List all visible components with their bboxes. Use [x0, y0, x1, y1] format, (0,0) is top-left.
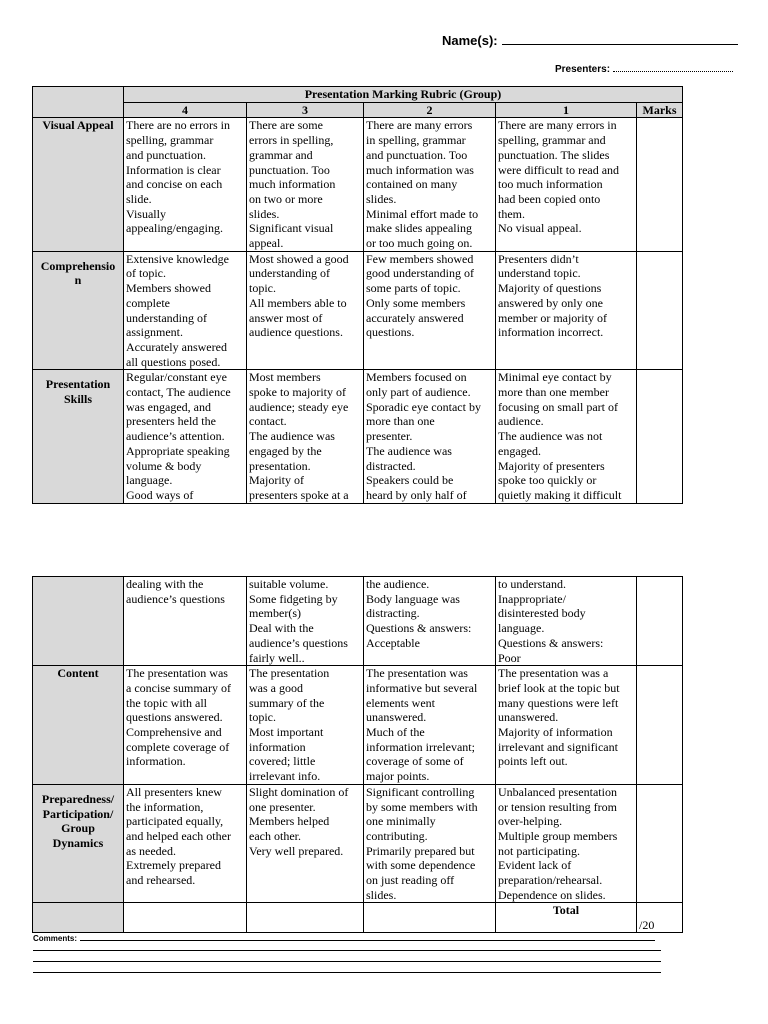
descriptor-text: spelling, grammar	[126, 133, 214, 148]
descriptor-text: The audience was	[249, 429, 335, 444]
descriptor-text: irrelevant and significant	[498, 739, 618, 754]
marks-cell[interactable]	[637, 251, 683, 370]
descriptor-text: engaged.	[498, 443, 541, 458]
descriptor-text: Body language was	[366, 591, 460, 606]
descriptor-cell-score-4	[124, 666, 247, 785]
descriptor-text: to understand.	[498, 577, 566, 591]
criterion-label: Visual Appeal	[42, 118, 114, 133]
descriptor-text: each other.	[249, 828, 301, 843]
score-header-1: 1	[496, 102, 637, 118]
descriptor-cell-score-2	[364, 577, 496, 666]
comments-line[interactable]	[33, 972, 661, 973]
descriptor-text: irrelevant info.	[249, 769, 321, 784]
descriptor-text: with some dependence	[366, 858, 476, 873]
rubric-table-part-1	[32, 86, 683, 504]
descriptor-text: There are no errors in	[126, 118, 230, 133]
descriptor-text: too much information	[498, 177, 603, 192]
descriptor-cell-score-2	[364, 370, 496, 503]
descriptor-text: distracted.	[366, 458, 416, 473]
descriptor-text: and rehearsed.	[126, 873, 196, 888]
descriptor-text: Members helped	[249, 814, 330, 829]
total-row-cell	[247, 903, 364, 933]
descriptor-cell-score-1	[496, 118, 637, 251]
descriptor-text: on two or more	[249, 191, 323, 206]
descriptor-cell-score-1	[496, 666, 637, 785]
descriptor-text: errors in spelling,	[249, 133, 334, 148]
comments-line[interactable]	[33, 950, 661, 951]
rubric-row	[33, 251, 683, 370]
descriptor-text: Few members showed	[366, 251, 474, 266]
descriptor-cell-score-1	[496, 370, 637, 503]
descriptor-text: Minimal effort made to	[366, 206, 479, 221]
marks-cell[interactable]	[637, 118, 683, 251]
descriptor-text: and punctuation. Too	[366, 147, 468, 162]
descriptor-text: Visually	[126, 206, 166, 221]
total-row-cell	[124, 903, 247, 933]
marks-cell[interactable]	[637, 577, 683, 666]
criterion-cell	[33, 370, 124, 503]
descriptor-text: Majority of	[249, 473, 304, 488]
descriptor-text: make slides appealing	[366, 221, 472, 236]
descriptor-text: complete coverage of	[126, 739, 230, 754]
rubric-row	[33, 784, 683, 903]
comments-blank-line[interactable]	[80, 933, 655, 941]
descriptor-text: All presenters knew	[126, 784, 222, 799]
criterion-cell	[33, 251, 124, 370]
presenters-field[interactable]	[555, 62, 733, 75]
marks-cell[interactable]	[637, 370, 683, 503]
descriptor-text: were difficult to read and	[498, 162, 620, 177]
criterion-cell	[33, 118, 124, 251]
total-row-cell	[364, 903, 496, 933]
rubric-row	[33, 666, 683, 785]
descriptor-text: Majority of information	[498, 725, 613, 740]
descriptor-text: and concise on each	[126, 177, 223, 192]
descriptor-text: slides.	[249, 206, 280, 221]
descriptor-text: Members showed	[126, 281, 211, 296]
descriptor-text: language.	[498, 621, 545, 636]
criterion-cell	[33, 666, 124, 785]
descriptor-cell-score-2	[364, 666, 496, 785]
descriptor-text: was a good	[249, 680, 303, 695]
descriptor-text: in spelling, grammar	[366, 133, 466, 148]
descriptor-cell-score-2	[364, 784, 496, 903]
descriptor-text: informative but several	[366, 680, 478, 695]
descriptor-text: dealing with the	[126, 577, 204, 591]
descriptor-cell-score-2	[364, 118, 496, 251]
descriptor-text: the audience.	[366, 577, 430, 591]
descriptor-text: Much of the	[366, 725, 425, 740]
descriptor-text: Evident lack of	[498, 858, 572, 873]
descriptor-text: Poor	[498, 650, 521, 665]
descriptor-text: slides.	[366, 887, 397, 902]
descriptor-cell-score-3	[247, 666, 364, 785]
descriptor-text: Majority of presenters	[498, 458, 605, 473]
descriptor-text: one minimally	[366, 814, 436, 829]
descriptor-text: The presentation	[249, 666, 330, 681]
descriptor-text: as needed.	[126, 843, 176, 858]
descriptor-text: Slight domination of	[249, 784, 349, 799]
descriptor-text: Speakers could be	[366, 473, 454, 488]
descriptor-text: Some fidgeting by	[249, 591, 338, 606]
rubric-table-part-2	[32, 576, 683, 933]
descriptor-text: Only some members	[366, 295, 466, 310]
criteria-header-cell	[33, 87, 124, 118]
descriptor-text: coverage of some of	[366, 754, 464, 769]
criterion-label: Group	[61, 821, 95, 836]
descriptor-text: points left out.	[498, 754, 568, 769]
descriptor-text: all questions posed.	[126, 354, 221, 369]
descriptor-text: audience.	[498, 414, 544, 429]
descriptor-text: appealing/engaging.	[126, 221, 223, 236]
criterion-label: Comprehensio	[40, 258, 116, 273]
descriptor-text: The presentation was	[126, 666, 228, 681]
descriptor-text: spoke to majority of	[249, 385, 346, 400]
descriptor-text: Minimal eye contact by	[498, 370, 612, 385]
rubric-row	[33, 577, 683, 666]
descriptor-text: There are some	[249, 118, 323, 133]
descriptor-text: Very well prepared.	[249, 843, 344, 858]
descriptor-text: audience’s questions	[249, 635, 348, 650]
descriptor-text: audience’s questions	[126, 591, 225, 606]
descriptor-text: topic.	[249, 281, 276, 296]
descriptor-cell-score-4	[124, 370, 247, 503]
descriptor-text: Appropriate speaking	[126, 443, 230, 458]
descriptor-text: information incorrect.	[498, 325, 604, 340]
descriptor-text: Comprehensive and	[126, 725, 222, 740]
descriptor-text: language.	[126, 473, 173, 488]
descriptor-text: and punctuation.	[126, 147, 206, 162]
descriptor-text: No visual appeal.	[498, 221, 582, 236]
descriptor-text: participated equally,	[126, 814, 224, 829]
descriptor-text: brief look at the topic but	[498, 680, 620, 695]
descriptor-text: much information	[249, 177, 336, 192]
descriptor-cell-score-4	[124, 577, 247, 666]
descriptor-text: over-helping.	[498, 814, 563, 829]
descriptor-text: complete	[126, 295, 170, 310]
descriptor-text: questions.	[366, 325, 415, 340]
descriptor-text: disinterested body	[498, 606, 586, 621]
descriptor-text: heard by only half of	[366, 487, 467, 502]
descriptor-text: the information,	[126, 799, 204, 814]
criterion-cell	[33, 577, 124, 666]
descriptor-text: Primarily prepared but	[366, 843, 475, 858]
descriptor-text: The audience was	[366, 443, 452, 458]
descriptor-text: audience; steady eye	[249, 399, 349, 414]
criterion-label: Content	[57, 666, 99, 681]
descriptor-text: major points.	[366, 769, 430, 784]
descriptor-text: spoke too quickly or	[498, 473, 597, 488]
rubric-row	[33, 370, 683, 503]
descriptor-text: Acceptable	[366, 635, 420, 650]
descriptor-text: spelling, grammar and	[498, 133, 606, 148]
descriptor-cell-score-3	[247, 251, 364, 370]
descriptor-text: topic.	[249, 710, 276, 725]
descriptor-cell-score-1	[496, 577, 637, 666]
descriptor-text: many questions were left	[498, 695, 619, 710]
descriptor-text: audience’s attention.	[126, 429, 225, 444]
descriptor-text: questions answered.	[126, 710, 223, 725]
descriptor-text: accurately answered	[366, 310, 464, 325]
descriptor-text: elements went	[366, 695, 435, 710]
descriptor-cell-score-3	[247, 118, 364, 251]
descriptor-text: Inappropriate/	[498, 591, 566, 606]
presenters-blank-line[interactable]	[613, 62, 733, 72]
descriptor-text: fairly well..	[249, 650, 305, 665]
descriptor-text: member(s)	[249, 606, 301, 621]
descriptor-text: distracting.	[366, 606, 420, 621]
descriptor-text: of topic.	[126, 266, 166, 281]
descriptor-text: Information is clear	[126, 162, 221, 177]
rubric-row	[33, 118, 683, 251]
descriptor-text: audience questions.	[249, 325, 343, 340]
descriptor-text: understanding of	[249, 266, 330, 281]
descriptor-text: engaged by the	[249, 443, 322, 458]
descriptor-text: information irrelevant;	[366, 739, 475, 754]
descriptor-text: more than one	[366, 414, 435, 429]
descriptor-text: Majority of questions	[498, 281, 602, 296]
descriptor-text: not participating.	[498, 843, 580, 858]
descriptor-text: covered; little	[249, 754, 316, 769]
descriptor-text: The presentation was a	[498, 666, 609, 681]
descriptor-text: presenters held the	[126, 414, 216, 429]
descriptor-text: presenter.	[366, 429, 413, 444]
descriptor-text: the topic with all	[126, 695, 207, 710]
descriptor-cell-score-4	[124, 118, 247, 251]
descriptor-text: Unbalanced presentation	[498, 784, 617, 799]
descriptor-text: suitable volume.	[249, 577, 329, 591]
descriptor-text: slide.	[126, 191, 152, 206]
marks-cell[interactable]	[637, 666, 683, 785]
descriptor-text: Members focused on	[366, 370, 467, 385]
descriptor-text: member or majority of	[498, 310, 607, 325]
descriptor-text: Extremely prepared	[126, 858, 221, 873]
rubric-title: Presentation Marking Rubric (Group)	[124, 87, 683, 103]
descriptor-text: information.	[126, 754, 186, 769]
descriptor-text: preparation/rehearsal.	[498, 873, 603, 888]
total-marks-value[interactable]: /20	[637, 903, 683, 933]
descriptor-text: answer most of	[249, 310, 323, 325]
descriptor-text: had been copied onto	[498, 191, 601, 206]
score-header-2: 2	[364, 102, 496, 118]
descriptor-cell-score-3	[247, 784, 364, 903]
descriptor-cell-score-3	[247, 577, 364, 666]
descriptor-text: or too much going on.	[366, 236, 473, 251]
descriptor-text: Dependence on slides.	[498, 887, 606, 902]
descriptor-text: Multiple group members	[498, 828, 618, 843]
descriptor-text: Most important	[249, 725, 324, 740]
descriptor-text: Most showed a good	[249, 251, 349, 266]
descriptor-text: only part of audience.	[366, 385, 471, 400]
descriptor-text: focusing on small part of	[498, 399, 618, 414]
marks-header: Marks	[637, 102, 683, 118]
criterion-label: Participation/	[42, 806, 114, 821]
descriptor-text: unanswered.	[498, 710, 559, 725]
descriptor-text: a concise summary of	[126, 680, 231, 695]
descriptor-text: presenters spoke at a	[249, 487, 349, 502]
descriptor-text: some parts of topic.	[366, 281, 461, 296]
descriptor-text: punctuation. Too	[249, 162, 330, 177]
descriptor-text: more than one member	[498, 385, 609, 400]
marks-cell[interactable]	[637, 784, 683, 903]
descriptor-text: Sporadic eye contact by	[366, 399, 481, 414]
descriptor-text: Presenters didn’t	[498, 251, 579, 266]
descriptor-text: Significant visual	[249, 221, 334, 236]
descriptor-text: presentation.	[249, 458, 311, 473]
descriptor-cell-score-4	[124, 784, 247, 903]
descriptor-text: Accurately answered	[126, 339, 227, 354]
names-blank-line[interactable]	[502, 32, 738, 45]
descriptor-text: volume & body	[126, 458, 202, 473]
total-label: Total	[496, 903, 637, 933]
descriptor-text: There are many errors in	[498, 118, 617, 133]
descriptor-text: Significant controlling	[366, 784, 475, 799]
score-header-4: 4	[124, 102, 247, 118]
descriptor-text: Regular/constant eye	[126, 370, 227, 385]
descriptor-text: There are many errors	[366, 118, 473, 133]
criterion-label: Preparedness/	[41, 791, 115, 806]
names-field[interactable]	[442, 32, 738, 48]
descriptor-text: Questions & answers:	[366, 621, 472, 636]
descriptor-text: assignment.	[126, 325, 183, 340]
descriptor-text: good understanding of	[366, 266, 474, 281]
descriptor-text: was engaged, and	[126, 399, 211, 414]
descriptor-text: contained on many	[366, 177, 458, 192]
descriptor-text: Questions & answers:	[498, 635, 604, 650]
presenters-label: Presenters:	[555, 64, 611, 75]
descriptor-text: them.	[498, 206, 525, 221]
descriptor-text: unanswered.	[366, 710, 427, 725]
descriptor-text: contact, The audience	[126, 385, 231, 400]
descriptor-text: The audience was not	[498, 429, 603, 444]
descriptor-text: slides.	[366, 191, 397, 206]
descriptor-text: Deal with the	[249, 621, 314, 636]
descriptor-cell-score-1	[496, 251, 637, 370]
descriptor-text: Extensive knowledge	[126, 251, 229, 266]
descriptor-cell-score-4	[124, 251, 247, 370]
descriptor-text: understand topic.	[498, 266, 581, 281]
descriptor-text: grammar and	[249, 147, 313, 162]
descriptor-text: information	[249, 739, 306, 754]
descriptor-text: contact.	[249, 414, 287, 429]
descriptor-text: contributing.	[366, 828, 428, 843]
descriptor-text: one presenter.	[249, 799, 316, 814]
criterion-label: Presentation	[45, 377, 111, 392]
descriptor-cell-score-1	[496, 784, 637, 903]
descriptor-text: answered by only one	[498, 295, 603, 310]
descriptor-cell-score-2	[364, 251, 496, 370]
descriptor-text: appeal.	[249, 236, 284, 251]
descriptor-text: summary of the	[249, 695, 325, 710]
comments-label: Comments:	[33, 934, 78, 943]
descriptor-text: Most members	[249, 370, 321, 385]
descriptor-text: or tension resulting from	[498, 799, 617, 814]
names-label: Name(s):	[442, 33, 498, 48]
criterion-label: Dynamics	[52, 835, 104, 850]
descriptor-text: All members able to	[249, 295, 347, 310]
criterion-label: n	[74, 273, 82, 288]
descriptor-text: The presentation was	[366, 666, 468, 681]
score-header-3: 3	[247, 102, 364, 118]
descriptor-text: much information was	[366, 162, 474, 177]
descriptor-cell-score-3	[247, 370, 364, 503]
criterion-cell	[33, 784, 124, 903]
descriptor-text: understanding of	[126, 310, 207, 325]
descriptor-text: quietly making it difficult	[498, 487, 622, 502]
descriptor-text: punctuation. The slides	[498, 147, 610, 162]
descriptor-text: and helped each other	[126, 828, 231, 843]
total-row-criterion-cell	[33, 903, 124, 933]
comments-line[interactable]	[33, 961, 661, 962]
descriptor-text: Good ways of	[126, 487, 194, 502]
descriptor-text: by some members with	[366, 799, 478, 814]
comments-field[interactable]	[33, 933, 655, 943]
criterion-label: Skills	[63, 392, 93, 407]
descriptor-text: on just reading off	[366, 873, 455, 888]
